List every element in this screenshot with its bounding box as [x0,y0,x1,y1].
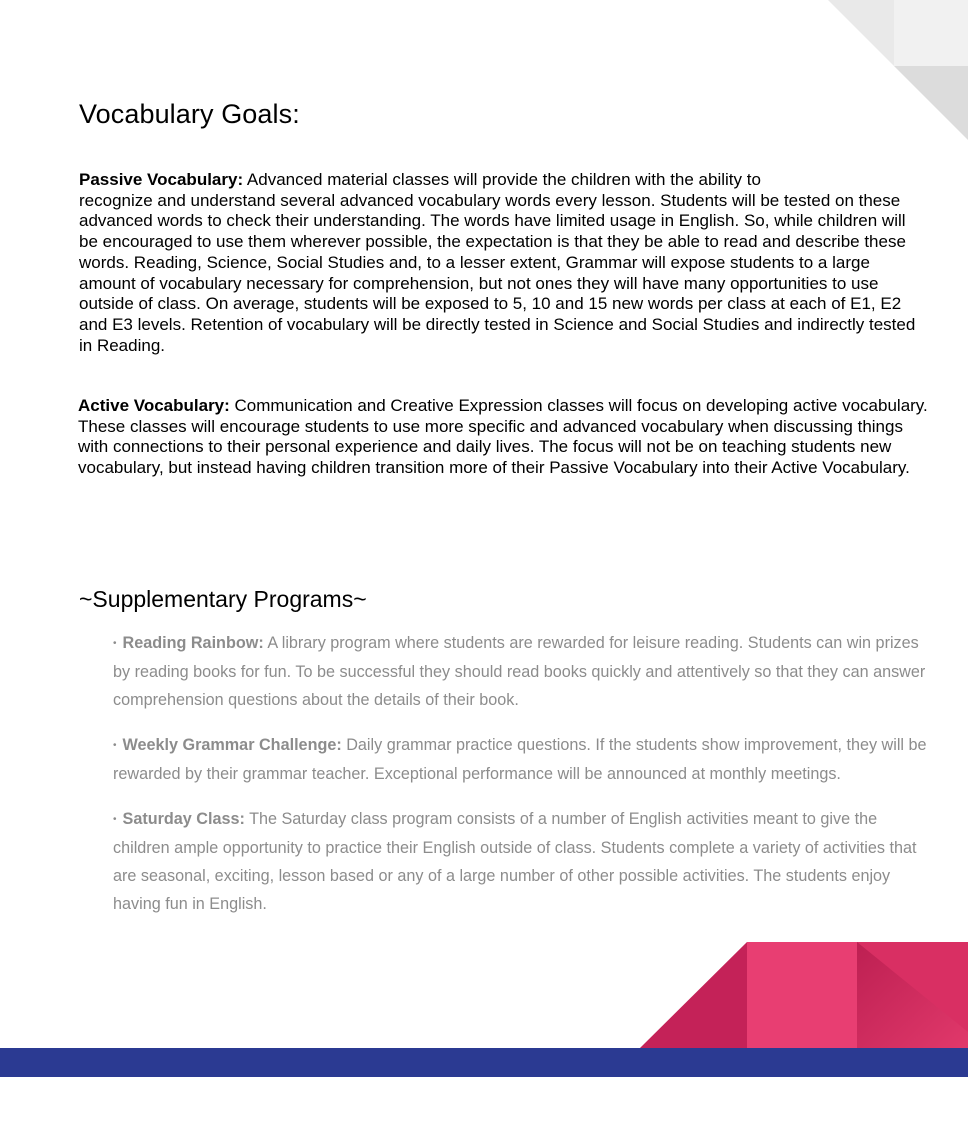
list-item [113,731,928,788]
bullet-icon: • [113,638,117,649]
section-heading: ~Supplementary Programs~ [79,586,367,612]
list-item [113,805,928,918]
passive-vocabulary-text: Advanced material classes will provide the children with the ability to recognize and understand several advanced vocabulary words every lesson. Students will be tested on these advanced words to check their understanding. The words have limited usage in English. So, while children will be encouraged to use them wherever possible, the expectation is that they be able to read and describe these words. Reading, Science, Social Studies and, to a lesser extent, Grammar will expose students to a large amount of vocabulary necessary for comprehension, but not ones they will have many opportunities to use outside of class. On average, students will be exposed to 5, 10 and 15 new words per class at each of E1, E2 and E3 levels. Retention of vocabulary will be directly tested in Science and Social Studies and indirectly tested in Reading. [79,170,916,355]
program-text: A library program where students are rewarded for leisure reading. Students can win prizes by reading books for fun. To be successful they should read books quickly and attentively so that they can answer comprehension questions about the details of their book. [113,634,926,709]
active-vocabulary-text: Communication and Creative Expression classes will focus on developing active vocabulary. These classes will encourage students to use more specific and advanced vocabulary when discussing things with connections to their personal experience and daily lives. The focus will not be on teaching students new vocabulary, but instead having children transition more of their Passive Vocabulary into their Active Vocabulary. [78,396,928,478]
page-title: Vocabulary Goals: [79,99,300,129]
program-label: Saturday Class: [122,810,245,828]
footer-decoration [0,940,968,1080]
program-text: Daily grammar practice questions. If the students show improvement, they will be rewarded by their grammar teacher. Exceptional performance will be announced at monthly meetings. [113,736,927,783]
program-label: Weekly Grammar Challenge: [122,736,342,754]
program-text: The Saturday class program consists of a number of English activities meant to give the children ample opportunity to practice their English outside of class. Students complete a variety of activities that are seasonal, exciting, lesson based or any of a large number of other possible activities. The students enjoy having fun in English. [113,810,917,913]
list-item [113,629,928,714]
footer-bar [0,1048,968,1077]
bullet-icon: • [113,740,117,751]
program-label: Reading Rainbow: [122,634,264,652]
passive-vocabulary-paragraph [79,170,929,356]
program-list [113,629,928,935]
corner-decoration [828,0,968,140]
passive-vocabulary-label: Passive Vocabulary: [79,170,244,189]
active-vocabulary-label: Active Vocabulary: [78,396,230,415]
active-vocabulary-paragraph [78,396,928,479]
bullet-icon: • [113,814,117,825]
